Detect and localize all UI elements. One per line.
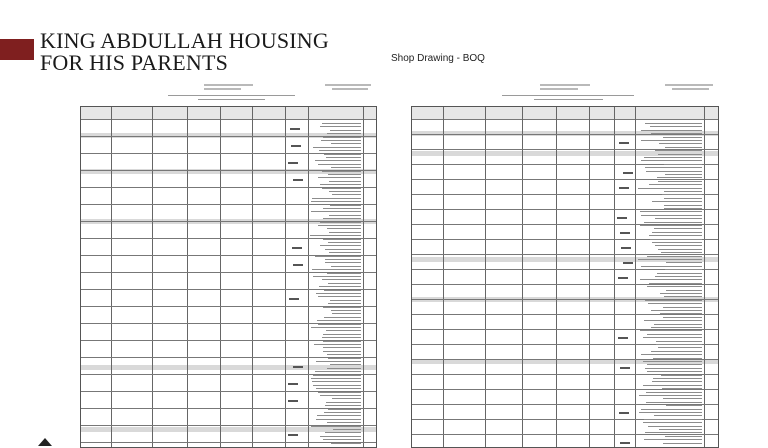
quantity-figure bbox=[291, 145, 301, 147]
description-text bbox=[639, 412, 702, 413]
quantity-figure bbox=[288, 162, 298, 164]
description-text bbox=[331, 266, 361, 267]
slide-title-line-2: FOR HIS PARENTS bbox=[40, 50, 229, 75]
description-text bbox=[651, 310, 702, 311]
description-text bbox=[651, 327, 703, 328]
description-text bbox=[327, 133, 360, 134]
description-text bbox=[652, 201, 702, 202]
quantity-figure bbox=[621, 247, 631, 249]
description-text bbox=[663, 137, 702, 138]
column-divider bbox=[285, 107, 286, 447]
description-text bbox=[324, 154, 361, 155]
description-text bbox=[331, 167, 361, 168]
description-text bbox=[645, 300, 702, 301]
accent-bar bbox=[0, 39, 34, 60]
boq-document-left bbox=[77, 80, 380, 448]
description-text bbox=[328, 174, 361, 175]
description-text bbox=[319, 286, 361, 287]
description-text bbox=[310, 235, 360, 236]
description-text bbox=[333, 429, 361, 430]
header-logo bbox=[332, 88, 368, 90]
description-text bbox=[324, 412, 361, 413]
description-text bbox=[641, 409, 702, 410]
description-text bbox=[318, 296, 361, 297]
description-text bbox=[647, 334, 702, 335]
description-text bbox=[644, 419, 703, 420]
description-text bbox=[663, 317, 702, 318]
description-text bbox=[646, 402, 703, 403]
header-logo bbox=[325, 84, 370, 86]
column-divider bbox=[252, 107, 253, 447]
quantity-figure bbox=[619, 412, 629, 414]
column-divider bbox=[522, 107, 523, 447]
description-text bbox=[320, 184, 361, 185]
header-logo bbox=[540, 84, 590, 86]
description-text bbox=[330, 300, 361, 301]
table-header-band bbox=[81, 107, 376, 119]
column-divider bbox=[220, 107, 221, 447]
description-text bbox=[328, 358, 361, 359]
description-text bbox=[638, 259, 702, 260]
description-text bbox=[658, 154, 703, 155]
description-text bbox=[313, 147, 361, 148]
description-text bbox=[325, 405, 361, 406]
column-divider bbox=[111, 107, 112, 447]
description-text bbox=[651, 351, 702, 352]
description-text bbox=[312, 381, 361, 382]
description-text bbox=[663, 398, 703, 399]
description-text bbox=[323, 341, 361, 342]
description-text bbox=[323, 208, 361, 209]
description-text bbox=[643, 361, 703, 362]
description-text bbox=[328, 283, 361, 284]
description-text bbox=[313, 375, 360, 376]
column-divider bbox=[443, 107, 444, 447]
quantity-figure bbox=[618, 277, 628, 279]
description-text bbox=[664, 164, 703, 165]
column-divider bbox=[485, 107, 486, 447]
description-text bbox=[323, 137, 361, 138]
column-divider bbox=[556, 107, 557, 447]
description-text bbox=[652, 232, 703, 233]
description-text bbox=[327, 422, 361, 423]
description-text bbox=[316, 388, 361, 389]
description-text bbox=[331, 443, 361, 444]
description-text bbox=[666, 405, 702, 406]
description-text bbox=[320, 222, 360, 223]
quantity-figure bbox=[619, 187, 629, 189]
description-text bbox=[655, 218, 702, 219]
quantity-figure bbox=[292, 247, 302, 249]
description-text bbox=[664, 198, 702, 199]
row-divider bbox=[412, 284, 718, 285]
description-text bbox=[659, 429, 703, 430]
description-text bbox=[325, 432, 361, 433]
description-text bbox=[318, 164, 361, 165]
description-text bbox=[311, 378, 361, 379]
description-text bbox=[649, 184, 702, 185]
description-text bbox=[660, 313, 703, 314]
description-text bbox=[325, 249, 360, 250]
description-text bbox=[316, 293, 361, 294]
description-text bbox=[640, 279, 702, 280]
description-text bbox=[320, 436, 361, 437]
description-text bbox=[647, 364, 703, 365]
row-divider bbox=[412, 209, 718, 210]
description-text bbox=[327, 273, 360, 274]
description-text bbox=[639, 395, 702, 396]
description-text bbox=[663, 443, 702, 444]
description-text bbox=[638, 188, 702, 189]
description-text bbox=[649, 235, 703, 236]
description-text bbox=[323, 351, 361, 352]
description-text bbox=[329, 191, 361, 192]
description-text bbox=[327, 354, 361, 355]
description-text bbox=[323, 334, 361, 335]
description-text bbox=[654, 228, 702, 229]
description-text bbox=[661, 252, 703, 253]
description-text bbox=[330, 364, 361, 365]
description-text bbox=[315, 160, 361, 161]
description-text bbox=[325, 262, 361, 263]
description-text bbox=[326, 330, 361, 331]
description-text bbox=[315, 256, 360, 257]
description-text bbox=[323, 439, 361, 440]
description-text bbox=[311, 426, 361, 427]
description-text bbox=[320, 395, 360, 396]
description-text bbox=[645, 123, 702, 124]
slide-title bbox=[40, 30, 329, 74]
description-text bbox=[316, 419, 361, 420]
header-text bbox=[534, 99, 603, 100]
description-text bbox=[658, 249, 702, 250]
description-text bbox=[323, 347, 361, 348]
description-text bbox=[647, 256, 702, 257]
description-text bbox=[659, 143, 702, 144]
column-divider bbox=[363, 107, 364, 447]
description-text bbox=[644, 157, 703, 158]
boq-table bbox=[411, 106, 719, 448]
description-text bbox=[641, 354, 702, 355]
description-text bbox=[658, 181, 702, 182]
quantity-figure bbox=[620, 442, 630, 444]
description-text bbox=[322, 123, 361, 124]
quantity-figure bbox=[293, 264, 303, 266]
description-text bbox=[647, 286, 702, 287]
header-logo bbox=[204, 88, 240, 90]
header-logo bbox=[204, 84, 252, 86]
description-text bbox=[664, 191, 702, 192]
boq-table bbox=[80, 106, 377, 448]
boq-document-right bbox=[408, 80, 722, 448]
description-text bbox=[319, 150, 360, 151]
description-text bbox=[313, 276, 361, 277]
description-text bbox=[655, 245, 702, 246]
description-text bbox=[328, 242, 361, 243]
description-text bbox=[663, 307, 702, 308]
description-text bbox=[654, 415, 703, 416]
description-text bbox=[662, 388, 702, 389]
column-divider bbox=[187, 107, 188, 447]
description-text bbox=[332, 398, 360, 399]
description-text bbox=[649, 283, 702, 284]
description-text bbox=[661, 375, 702, 376]
description-text bbox=[322, 171, 361, 172]
description-text bbox=[312, 269, 361, 270]
description-text bbox=[329, 252, 360, 253]
description-text bbox=[318, 392, 360, 393]
header-logo bbox=[665, 84, 712, 86]
description-text bbox=[328, 409, 361, 410]
description-text bbox=[313, 385, 360, 386]
description-text bbox=[641, 130, 703, 131]
description-text bbox=[332, 313, 361, 314]
description-text bbox=[325, 259, 361, 260]
description-text bbox=[646, 171, 702, 172]
description-text bbox=[320, 245, 360, 246]
description-text bbox=[665, 147, 702, 148]
description-text bbox=[664, 205, 703, 206]
quantity-figure bbox=[290, 128, 300, 130]
description-text bbox=[331, 143, 361, 144]
description-text bbox=[666, 290, 702, 291]
description-text bbox=[332, 194, 361, 195]
description-text bbox=[666, 262, 702, 263]
description-text bbox=[317, 415, 360, 416]
description-text bbox=[643, 385, 702, 386]
description-text bbox=[654, 324, 703, 325]
description-text bbox=[328, 303, 361, 304]
description-text bbox=[324, 317, 361, 318]
description-text bbox=[641, 266, 702, 267]
description-text bbox=[652, 242, 703, 243]
quantity-figure bbox=[620, 367, 630, 369]
description-text bbox=[665, 269, 702, 270]
header-text bbox=[168, 95, 295, 96]
description-text bbox=[318, 324, 361, 325]
column-divider bbox=[614, 107, 615, 447]
description-text bbox=[664, 208, 702, 209]
description-text bbox=[322, 279, 361, 280]
description-text bbox=[330, 205, 361, 206]
description-text bbox=[665, 174, 702, 175]
description-text bbox=[655, 150, 703, 151]
description-text bbox=[315, 371, 360, 372]
description-text bbox=[323, 239, 361, 240]
description-text bbox=[320, 126, 361, 127]
description-text bbox=[658, 347, 703, 348]
description-text bbox=[641, 160, 702, 161]
description-text bbox=[650, 126, 702, 127]
description-text bbox=[653, 358, 703, 359]
table-header-band bbox=[412, 107, 718, 119]
header-logo bbox=[540, 88, 578, 90]
column-divider bbox=[589, 107, 590, 447]
description-text bbox=[321, 140, 360, 141]
description-text bbox=[329, 181, 360, 182]
description-text bbox=[644, 320, 702, 321]
header-text bbox=[502, 95, 634, 96]
quantity-figure bbox=[620, 232, 630, 234]
description-text bbox=[327, 368, 361, 369]
description-text bbox=[650, 239, 703, 240]
description-text bbox=[644, 439, 702, 440]
column-divider bbox=[152, 107, 153, 447]
description-text bbox=[641, 140, 703, 141]
description-text bbox=[326, 402, 361, 403]
description-text bbox=[656, 344, 702, 345]
description-text bbox=[643, 422, 702, 423]
description-text bbox=[653, 378, 703, 379]
slide-subtitle: Shop Drawing - BOQ bbox=[391, 53, 485, 64]
description-text bbox=[322, 188, 361, 189]
description-text bbox=[322, 337, 361, 338]
description-text bbox=[323, 218, 360, 219]
quantity-figure bbox=[288, 400, 298, 402]
quantity-figure bbox=[289, 298, 299, 300]
description-text bbox=[326, 157, 360, 158]
description-text bbox=[641, 215, 703, 216]
quantity-figure bbox=[619, 142, 629, 144]
description-text bbox=[329, 215, 361, 216]
description-text bbox=[314, 344, 361, 345]
description-text bbox=[640, 330, 702, 331]
description-text bbox=[645, 368, 702, 369]
description-text bbox=[648, 303, 702, 304]
description-text bbox=[318, 177, 361, 178]
description-text bbox=[665, 436, 702, 437]
description-text bbox=[656, 341, 702, 342]
description-text bbox=[327, 228, 361, 229]
description-text bbox=[640, 211, 702, 212]
description-text bbox=[655, 276, 702, 277]
row-divider bbox=[412, 359, 718, 360]
description-text bbox=[312, 198, 361, 199]
description-text bbox=[316, 361, 361, 362]
description-text bbox=[652, 381, 702, 382]
quantity-figure bbox=[288, 434, 298, 436]
quantity-figure bbox=[293, 179, 303, 181]
description-text bbox=[331, 310, 361, 311]
description-text bbox=[647, 371, 702, 372]
description-text bbox=[645, 432, 702, 433]
description-text bbox=[662, 194, 702, 195]
description-text bbox=[657, 273, 702, 274]
row-divider bbox=[412, 119, 718, 120]
quantity-figure bbox=[618, 337, 628, 339]
description-text bbox=[640, 225, 703, 226]
description-text bbox=[646, 392, 702, 393]
description-text bbox=[311, 201, 361, 202]
column-divider bbox=[308, 107, 309, 447]
description-text bbox=[645, 167, 702, 168]
description-text bbox=[664, 296, 702, 297]
description-text bbox=[329, 232, 361, 233]
description-text bbox=[311, 211, 361, 212]
row-divider bbox=[81, 119, 376, 120]
description-text bbox=[323, 307, 361, 308]
description-text bbox=[644, 222, 702, 223]
quantity-figure bbox=[623, 172, 633, 174]
slide-title-line-1: KING ABDULLAH HOUSING bbox=[40, 28, 329, 53]
header-text bbox=[198, 99, 265, 100]
quantity-figure bbox=[623, 262, 633, 264]
description-text bbox=[643, 337, 702, 338]
description-text bbox=[317, 320, 360, 321]
description-text bbox=[311, 327, 361, 328]
header-logo bbox=[672, 88, 710, 90]
description-text bbox=[651, 133, 702, 134]
quantity-figure bbox=[288, 383, 298, 385]
column-divider bbox=[635, 107, 636, 447]
description-text bbox=[324, 290, 361, 291]
description-text bbox=[330, 130, 360, 131]
description-text bbox=[657, 177, 702, 178]
quantity-figure bbox=[293, 366, 303, 368]
description-text bbox=[318, 225, 361, 226]
quantity-figure bbox=[617, 217, 627, 219]
description-text bbox=[660, 293, 703, 294]
column-divider bbox=[704, 107, 705, 447]
description-text bbox=[648, 426, 703, 427]
nav-arrow-icon[interactable] bbox=[38, 438, 52, 446]
